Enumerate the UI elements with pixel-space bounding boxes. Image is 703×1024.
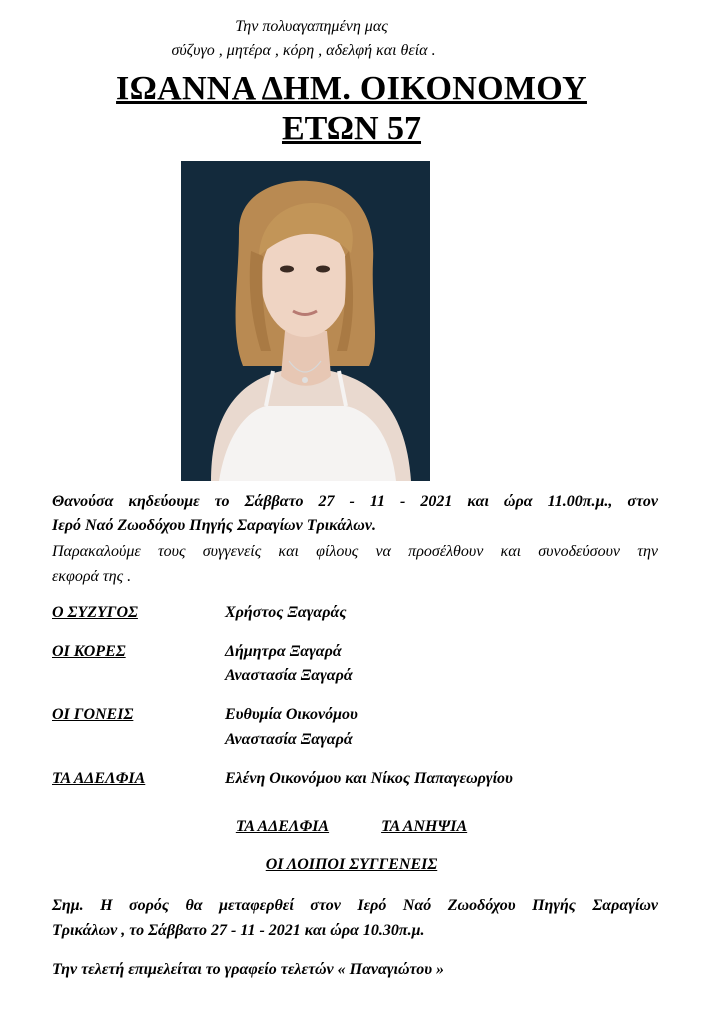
role-parents: ΟΙ ΓΟΝΕΙΣ [52, 706, 134, 723]
role-siblings: ΤΑ ΑΔΕΛΦΙΑ [52, 770, 146, 787]
intro-line-2: σύζυγο , μητέρα , κόρη , αδελφή και θεία . [171, 42, 436, 59]
relatives-siblings: ΤΑ ΑΔΕΛΦΙΑ [235, 818, 330, 835]
relatives-line [0, 818, 703, 836]
relatives-nephews: ΤΑ ΑΝΗΨΙΑ [381, 818, 468, 835]
role-daughters: ΟΙ ΚΟΡΕΣ [52, 643, 126, 660]
deceased-name: ΙΩΑΝΝΑ ΔΗΜ. ΟΙΚΟΝΟΜΟΥ [116, 70, 587, 107]
deceased-age: ΕΤΩΝ 57 [281, 110, 422, 147]
note-line-1: Σημ. Η σορός θα μεταφερθεί στον Ιερό Ναό Ζωοδόχου Πηγής Σαραγίων [52, 897, 658, 914]
member-daughter-1: Δήμητρα Ξαγαρά [225, 643, 342, 660]
intro-line-1: Την πολυαγαπημένη μας [235, 18, 388, 35]
member-parent-2: Αναστασία Ξαγαρά [225, 731, 353, 748]
portrait-photo [181, 161, 430, 481]
invite-line-2: εκφορά της . [52, 568, 132, 585]
invite-line-1: Παρακαλούμε τους συγγενείς και φίλους να προσέλθουν και συνοδεύσουν την [52, 543, 658, 560]
portrait-photo-icon [181, 161, 430, 481]
member-husband: Χρήστος Ξαγαράς [225, 604, 347, 621]
member-siblings: Ελένη Οικονόμου και Νίκος Παπαγεωργίου [225, 770, 513, 787]
funeral-home: Την τελετή επιμελείται το γραφείο τελετών « Παναγιώτου » [52, 961, 445, 978]
funeral-line-2: Ιερό Ναό Ζωοδόχου Πηγής Σαραγίων Τρικάλων. [52, 517, 376, 534]
note-line-2: Τρικάλων , το Σάββατο 27 - 11 - 2021 και ώρα 10.30π.μ. [52, 922, 425, 939]
member-daughter-2: Αναστασία Ξαγαρά [225, 667, 353, 684]
member-parent-1: Ευθυμία Οικονόμου [225, 706, 358, 723]
relatives-others: ΟΙ ΛΟΙΠΟΙ ΣΥΓΓΕΝΕΙΣ [265, 856, 438, 873]
funeral-line-1: Θανούσα κηδεύουμε το Σάββατο 27 - 11 - 2021 και ώρα 11.00π.μ., στον [52, 493, 658, 510]
role-husband: Ο ΣΥΖΥΓΟΣ [52, 604, 138, 621]
